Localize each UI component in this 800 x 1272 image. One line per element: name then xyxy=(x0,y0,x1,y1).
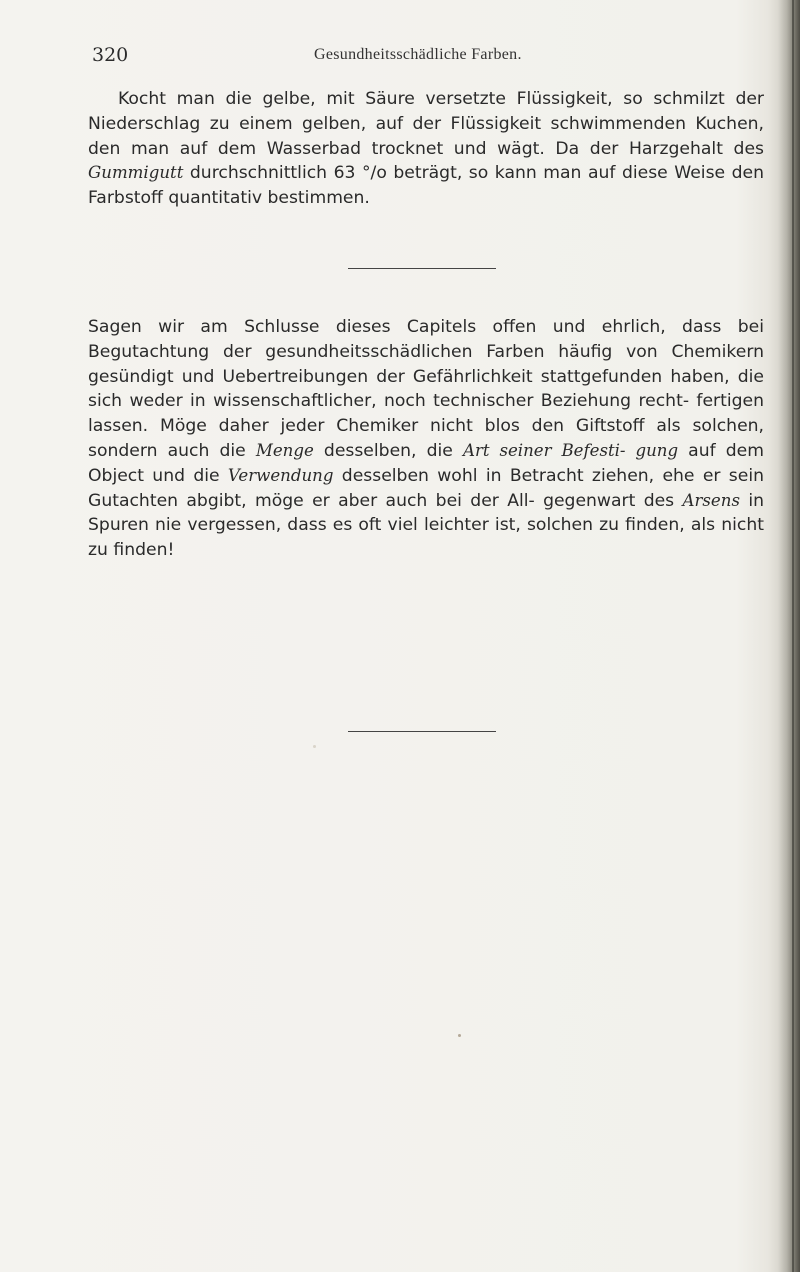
page-edge-shadow xyxy=(778,0,800,1272)
section-divider-rule xyxy=(348,268,496,269)
para2-italic-art: Art seiner Befesti- gung xyxy=(462,440,679,460)
page-header xyxy=(92,44,712,66)
para2-italic-menge: Menge xyxy=(255,440,314,460)
para2-text-b: desselben, die xyxy=(313,440,463,461)
paragraph-gummigutt-determination xyxy=(88,87,764,211)
end-divider-rule xyxy=(348,731,496,732)
para2-italic-verwendung: Verwendung xyxy=(227,465,334,485)
para2-text-e: in Spuren nie vergessen, dass es oft viel leichter ist, solchen zu finden, als nicht zu finden! xyxy=(88,490,764,561)
para2-text-a: Sagen wir am Schlusse dieses Capitels offen und ehrlich, dass bei Begutachtung der gesundheitsschädlichen Farben häufig von Chemikern gesündigt und Uebertreibungen der Gefährlichkeit stattgefunden haben, die sich weder in wissenschaftlicher, noch technischer Beziehung recht- fertigen lassen. Möge daher jeder Chemiker nicht blos den Giftstoff als solchen, sondern auch die xyxy=(88,317,764,461)
para1-text-a: Kocht man die gelbe, mit Säure versetzte Flüssigkeit, so schmilzt der Niederschlag zu einem gelben, auf der Flüssigkeit schwimmenden Kuchen, den man auf dem Wasserbad trocknet und wägt. Da der Harzgehalt des xyxy=(88,89,764,159)
page-number: 320 xyxy=(92,44,129,66)
page-edge-line xyxy=(792,0,794,1272)
paragraph-closing-remarks xyxy=(88,315,764,563)
paper-speck xyxy=(313,745,316,748)
running-head: Gesundheitsschädliche Farben. xyxy=(314,46,522,63)
para1-italic-gummigutt: Gummigutt xyxy=(88,163,184,183)
para1-text-b: durchschnittlich 63 °/o beträgt, so kann man auf diese Weise den Farbstoff quantitativ bestimmen. xyxy=(88,163,764,209)
para2-text-c: auf dem Object und die xyxy=(88,440,764,486)
para2-text-d: desselben wohl in Betracht ziehen, ehe er sein Gutachten abgibt, möge er aber auch bei der All- gegenwart des xyxy=(88,465,764,511)
para2-italic-arsens: Arsens xyxy=(682,490,740,510)
paper-speck xyxy=(458,1034,461,1037)
